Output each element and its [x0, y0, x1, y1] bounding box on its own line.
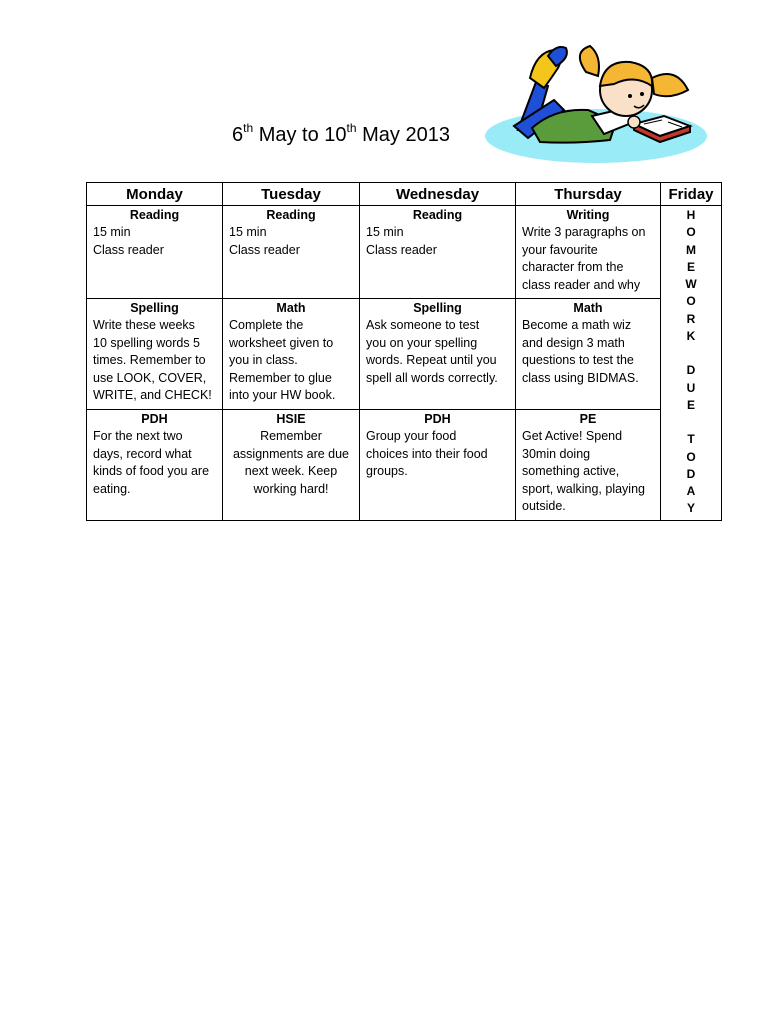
task-cell [360, 409, 516, 520]
task-subject: Reading [266, 208, 316, 222]
task-line: Complete the [229, 318, 304, 333]
task-subject: HSIE [276, 411, 306, 426]
task-subject: Reading [129, 208, 180, 222]
friday-letter-gap [667, 414, 715, 431]
task-line: WRITE, and CHECK! [93, 388, 212, 403]
friday-letter: H [686, 208, 696, 222]
task-line: times. Remember to [93, 353, 206, 368]
task-subject: PDH [424, 411, 451, 426]
clipart-eye [640, 92, 644, 96]
title-ordinal-end: th [346, 121, 357, 135]
page-title [232, 121, 450, 147]
friday-letter: K [686, 329, 696, 344]
friday-letter: O [686, 449, 696, 464]
table-row [87, 409, 722, 520]
task-cell [360, 206, 516, 299]
task-line: 10 spelling words 5 [93, 335, 201, 350]
header-monday: Monday [87, 183, 223, 206]
friday-letter: R [686, 311, 696, 326]
task-line: assignments are due [232, 446, 350, 461]
friday-cell [661, 206, 722, 521]
task-line: questions to test the [522, 353, 634, 368]
task-line: next week. Keep [244, 464, 338, 479]
task-line: Class reader [366, 242, 437, 257]
title-ordinal-start: th [243, 121, 254, 135]
header-tuesday: Tuesday [223, 183, 360, 206]
task-cell [516, 299, 661, 410]
header-thursday: Thursday [516, 183, 661, 206]
task-line: 15 min [366, 225, 404, 240]
task-line: Remember to glue [229, 370, 332, 385]
clipart-pigtail [652, 74, 688, 96]
task-cell [516, 409, 661, 520]
friday-letter: W [685, 277, 697, 292]
task-line: Get Active! Spend [522, 429, 623, 444]
friday-letter-gap [667, 345, 715, 362]
clipart-pigtail [580, 46, 599, 76]
friday-letter: E [686, 259, 695, 274]
task-line: spell all words correctly. [366, 370, 498, 385]
task-line: outside. [522, 498, 566, 513]
task-subject: Math [276, 301, 306, 316]
task-cell [223, 299, 360, 410]
clipart-eye [628, 94, 632, 98]
task-line: Write 3 paragraphs on [522, 225, 646, 240]
task-subject: Spelling [413, 301, 462, 316]
task-line: class using BIDMAS. [522, 370, 639, 385]
task-cell [360, 299, 516, 410]
task-line: words. Repeat until you [366, 353, 497, 368]
task-line: kinds of food you are [93, 464, 210, 479]
task-line: and design 3 math [522, 335, 625, 350]
task-cell [516, 206, 661, 299]
title-middle: May to 10 [253, 124, 347, 146]
title-day-start: 6 [232, 124, 244, 146]
friday-letter: A [686, 484, 696, 499]
friday-letter: Y [686, 501, 695, 516]
friday-letter: E [686, 397, 695, 412]
friday-letter: U [686, 380, 696, 395]
task-line: Group your food [366, 429, 457, 444]
task-line: use LOOK, COVER, [93, 370, 207, 385]
task-subject: Spelling [130, 301, 179, 316]
friday-letter: D [686, 466, 696, 481]
friday-letter: T [687, 432, 695, 447]
task-line: choices into their food [366, 446, 488, 461]
task-line: Class reader [93, 242, 164, 257]
task-line: Write these weeks [93, 318, 195, 333]
task-line: working hard! [253, 481, 329, 496]
homework-table [86, 182, 722, 521]
task-line: 30min doing [522, 446, 591, 461]
friday-letter: M [686, 242, 696, 257]
task-line: 15 min [229, 225, 267, 240]
task-line: sport, walking, playing [522, 481, 645, 496]
task-line: Become a math wiz [522, 318, 632, 333]
task-line: your favourite [522, 242, 598, 257]
task-line: Remember [260, 429, 322, 444]
task-cell [87, 206, 223, 299]
task-line: you in class. [229, 353, 298, 368]
task-line: character from the [522, 260, 624, 275]
task-subject: PE [579, 411, 597, 426]
task-line: class reader and why [522, 277, 641, 292]
girl-reading-book-icon [484, 38, 710, 166]
task-subject: PDH [141, 411, 168, 426]
header-row [87, 183, 722, 206]
task-line: eating. [93, 481, 131, 496]
table-row [87, 206, 722, 299]
task-subject: Math [573, 301, 603, 316]
friday-letter: D [686, 363, 696, 378]
task-line: groups. [366, 464, 408, 479]
task-cell [87, 409, 223, 520]
clipart-hand [628, 116, 640, 128]
title-end: May 2013 [356, 124, 450, 146]
table-row [87, 299, 722, 410]
task-line: worksheet given to [229, 335, 334, 350]
task-line: you on your spelling [366, 335, 478, 350]
task-line: something active, [522, 464, 620, 479]
friday-letter: O [686, 294, 696, 309]
header-wednesday: Wednesday [360, 183, 516, 206]
task-cell [223, 206, 360, 299]
task-subject: Reading [412, 208, 463, 222]
task-line: 15 min [93, 225, 131, 240]
friday-letter: O [686, 225, 696, 240]
task-line: For the next two [93, 429, 183, 444]
header-friday: Friday [661, 183, 722, 206]
task-line: Ask someone to test [366, 318, 480, 333]
task-cell [87, 299, 223, 410]
task-line: into your HW book. [229, 388, 336, 403]
task-cell [223, 409, 360, 520]
task-subject: Writing [566, 208, 610, 222]
task-line: days, record what [93, 446, 192, 461]
task-line: Class reader [229, 242, 300, 257]
